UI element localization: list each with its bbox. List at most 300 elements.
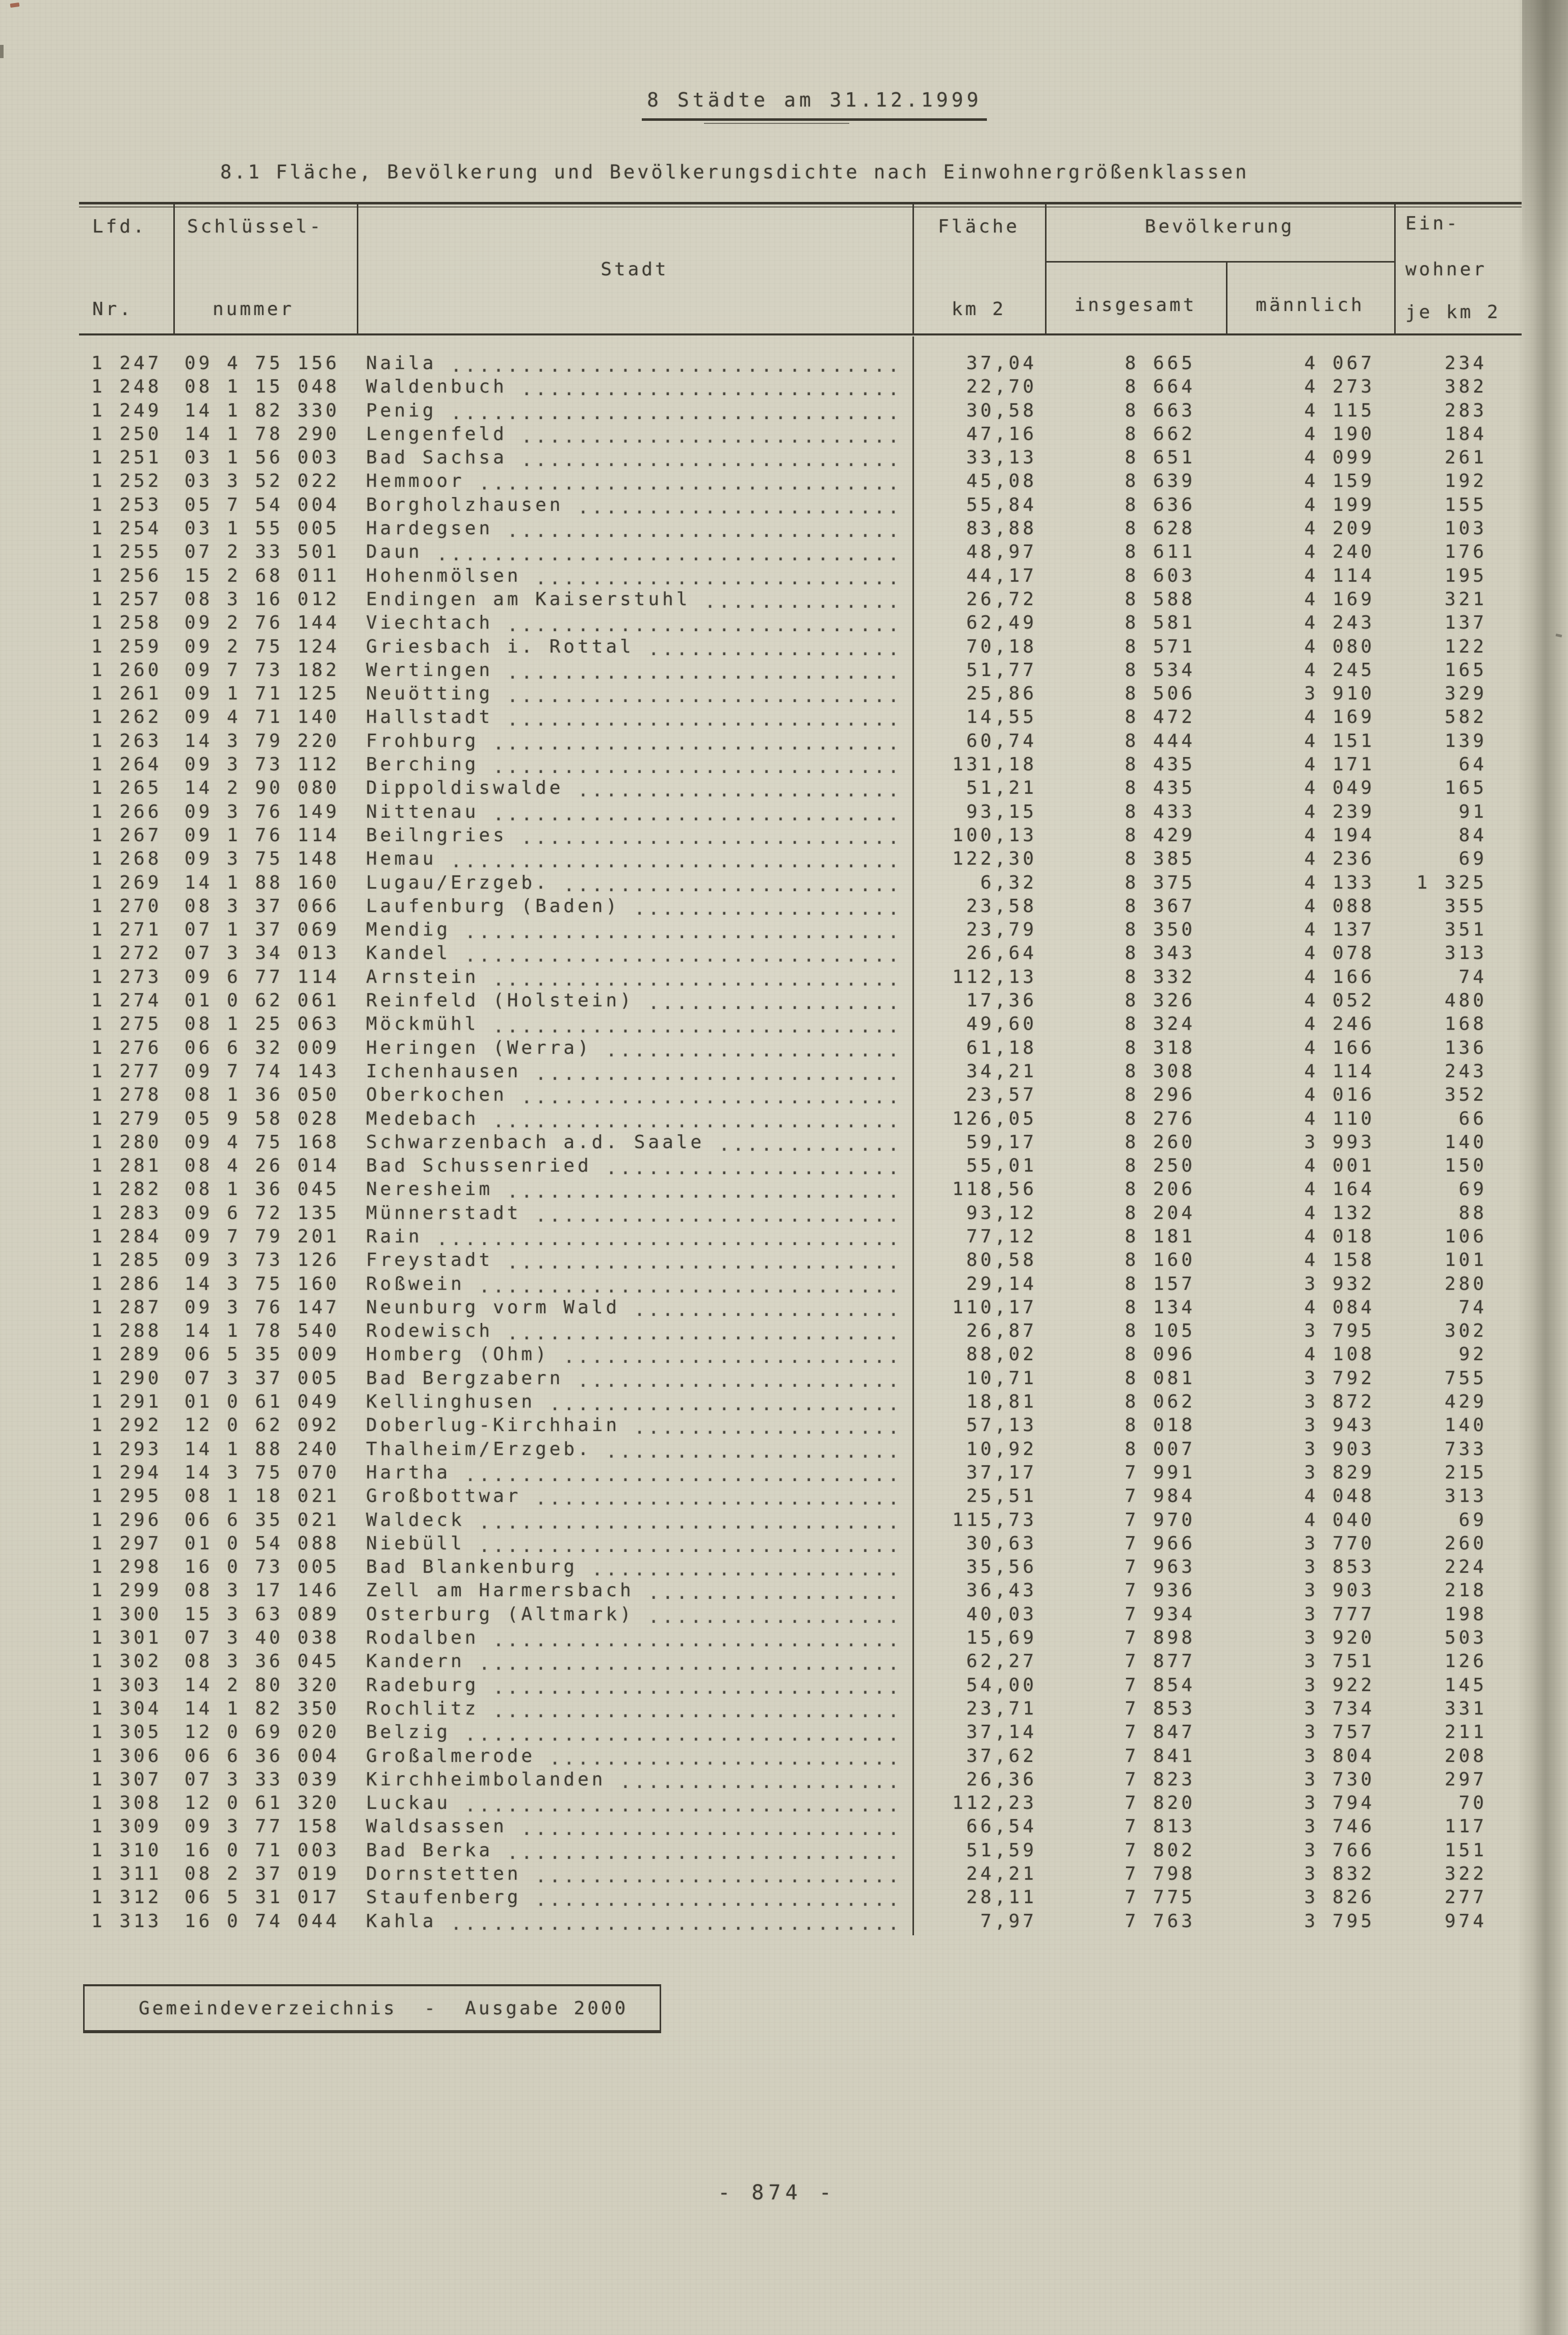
cell-schluesselnummer: 03 1 55 005 xyxy=(185,518,340,539)
cell-lfd-nr: 1 257 xyxy=(91,588,162,610)
cell-stadt xyxy=(357,564,912,588)
cell-lfd-nr: 1 300 xyxy=(91,1603,162,1625)
footer-box xyxy=(83,1984,661,2033)
cell-einwohner-je-km2: 74 xyxy=(1458,1296,1487,1318)
cell-flaeche-km2: 60,74 xyxy=(966,730,1037,751)
divider-lfd-schluessel xyxy=(173,204,175,335)
stadt-name: Nittenau xyxy=(366,801,479,822)
cell-bevoelkerung-insgesamt: 8 326 xyxy=(1125,990,1195,1011)
cell-flaeche-km2: 6,32 xyxy=(980,872,1037,893)
cell-schluesselnummer: 03 3 52 022 xyxy=(185,471,340,492)
cell-schluesselnummer: 09 1 76 114 xyxy=(185,824,340,846)
cell-schluesselnummer: 15 3 63 089 xyxy=(185,1603,340,1625)
cell-bevoelkerung-insgesamt: 8 588 xyxy=(1125,588,1195,610)
cell-lfd-nr: 1 305 xyxy=(91,1722,162,1743)
dot-leader: ........................... xyxy=(507,379,902,400)
dot-leader: ....................... xyxy=(563,780,902,801)
table-row xyxy=(79,895,1522,918)
cell-flaeche-km2: 70,18 xyxy=(966,636,1037,657)
cell-stadt xyxy=(357,1674,912,1697)
cell-bevoelkerung-maennlich: 3 943 xyxy=(1304,1415,1375,1436)
stadt-name: Bad Blankenburg xyxy=(366,1556,578,1578)
cell-flaeche-km2: 55,84 xyxy=(966,494,1037,515)
cell-flaeche-km2: 80,58 xyxy=(966,1250,1037,1271)
cell-bevoelkerung-maennlich: 4 166 xyxy=(1304,1037,1375,1058)
table-row xyxy=(79,1532,1522,1555)
table-top-rule-2 xyxy=(79,206,1522,207)
dot-leader: ......................... xyxy=(535,1394,902,1415)
cell-bevoelkerung-maennlich: 4 001 xyxy=(1304,1155,1375,1177)
table-header xyxy=(79,202,1522,336)
cell-lfd-nr: 1 304 xyxy=(91,1698,162,1719)
dot-leader: ............................ xyxy=(493,1323,902,1344)
cell-flaeche-km2: 77,12 xyxy=(966,1226,1037,1247)
cell-bevoelkerung-insgesamt: 8 181 xyxy=(1125,1226,1195,1247)
stadt-name: Dornstetten xyxy=(366,1863,521,1884)
cell-flaeche-km2: 23,79 xyxy=(966,919,1037,941)
scan-speck-left-edge xyxy=(0,45,4,58)
stadt-name: Rodewisch xyxy=(366,1320,493,1342)
dot-leader: ................................ xyxy=(436,355,902,376)
stadt-name: Naila xyxy=(366,353,437,374)
cell-schluesselnummer: 09 4 75 156 xyxy=(185,353,340,374)
dot-leader: .......................... xyxy=(521,1205,902,1226)
cell-lfd-nr: 1 274 xyxy=(91,990,162,1011)
stadt-name: Lengenfeld xyxy=(366,423,507,445)
table-row xyxy=(79,1603,1522,1626)
cell-lfd-nr: 1 258 xyxy=(91,612,162,634)
cell-stadt xyxy=(357,399,912,423)
header-schluessel: Schlüssel- xyxy=(187,216,323,237)
cell-schluesselnummer: 08 1 15 048 xyxy=(185,376,340,398)
table-row xyxy=(79,1060,1522,1083)
cell-stadt xyxy=(357,706,912,729)
cell-stadt xyxy=(357,659,912,682)
cell-flaeche-km2: 110,17 xyxy=(952,1296,1037,1318)
table-row xyxy=(79,1083,1522,1107)
header-maennlich: männlich xyxy=(1256,295,1365,316)
table-row xyxy=(79,517,1522,540)
cell-schluesselnummer: 08 1 36 050 xyxy=(185,1084,340,1106)
cell-bevoelkerung-insgesamt: 8 663 xyxy=(1125,400,1195,421)
stadt-name: Niebüll xyxy=(366,1533,465,1554)
table-row xyxy=(79,1390,1522,1414)
cell-bevoelkerung-maennlich: 4 067 xyxy=(1304,353,1375,374)
cell-stadt xyxy=(357,1721,912,1744)
stadt-name: Arnstein xyxy=(366,966,479,988)
cell-bevoelkerung-insgesamt: 7 966 xyxy=(1125,1533,1195,1554)
dot-leader: ................................ xyxy=(436,1913,902,1934)
cell-lfd-nr: 1 250 xyxy=(91,423,162,445)
cell-lfd-nr: 1 253 xyxy=(91,494,162,515)
cell-bevoelkerung-insgesamt: 8 018 xyxy=(1125,1415,1195,1436)
cell-bevoelkerung-maennlich: 4 243 xyxy=(1304,612,1375,634)
table-row xyxy=(79,1721,1522,1744)
dot-leader: ............................ xyxy=(493,709,902,731)
dot-leader: ..................... xyxy=(591,1158,902,1179)
cell-bevoelkerung-insgesamt: 8 665 xyxy=(1125,353,1195,374)
cell-stadt xyxy=(357,375,912,399)
cell-stadt xyxy=(357,1910,912,1933)
cell-einwohner-je-km2: 140 xyxy=(1444,1131,1487,1153)
table-row xyxy=(79,588,1522,611)
cell-bevoelkerung-insgesamt: 8 603 xyxy=(1125,565,1195,586)
cell-einwohner-je-km2: 480 xyxy=(1444,990,1487,1011)
cell-flaeche-km2: 57,13 xyxy=(966,1415,1037,1436)
cell-schluesselnummer: 09 3 77 158 xyxy=(185,1816,340,1837)
cell-bevoelkerung-maennlich: 4 048 xyxy=(1304,1486,1375,1507)
table-subtitle: 8.1 Fläche, Bevölkerung und Bevölkerungsdichte nach Einwohnergrößenklassen xyxy=(220,161,1249,183)
cell-bevoelkerung-maennlich: 4 273 xyxy=(1304,376,1375,398)
cell-bevoelkerung-insgesamt: 8 435 xyxy=(1125,777,1195,799)
stadt-name: Bad Berka xyxy=(366,1839,493,1861)
cell-bevoelkerung-insgesamt: 8 581 xyxy=(1125,612,1195,634)
stadt-name: Reinfeld (Holstein) xyxy=(366,990,634,1011)
header-bevoelkerung: Bevölkerung xyxy=(1144,216,1295,237)
cell-bevoelkerung-maennlich: 4 088 xyxy=(1304,895,1375,917)
cell-lfd-nr: 1 260 xyxy=(91,659,162,681)
cell-bevoelkerung-maennlich: 4 151 xyxy=(1304,730,1375,751)
cell-schluesselnummer: 09 4 71 140 xyxy=(185,707,340,728)
cell-flaeche-km2: 88,02 xyxy=(966,1344,1037,1365)
table-row xyxy=(79,1225,1522,1249)
cell-stadt xyxy=(357,1509,912,1532)
cell-bevoelkerung-maennlich: 4 209 xyxy=(1304,518,1375,539)
cell-bevoelkerung-maennlich: 4 239 xyxy=(1304,801,1375,822)
cell-bevoelkerung-insgesamt: 8 332 xyxy=(1125,966,1195,988)
table-row xyxy=(79,1249,1522,1272)
cell-bevoelkerung-insgesamt: 8 160 xyxy=(1125,1250,1195,1271)
header-flaeche: Fläche xyxy=(937,216,1020,237)
cell-lfd-nr: 1 269 xyxy=(91,872,162,893)
cell-einwohner-je-km2: 329 xyxy=(1444,683,1487,705)
cell-lfd-nr: 1 296 xyxy=(91,1509,162,1530)
table-row xyxy=(79,352,1522,375)
header-lfd: Lfd. xyxy=(92,216,147,237)
header-bottom-rule xyxy=(79,333,1522,335)
cell-stadt xyxy=(357,1343,912,1366)
table-row xyxy=(79,1650,1522,1673)
dot-leader: ............................... xyxy=(451,1795,902,1817)
cell-lfd-nr: 1 275 xyxy=(91,1014,162,1035)
cell-einwohner-je-km2: 168 xyxy=(1444,1014,1487,1035)
cell-schluesselnummer: 12 0 62 092 xyxy=(185,1415,340,1436)
dot-leader: ............................. xyxy=(479,1677,902,1698)
cell-lfd-nr: 1 288 xyxy=(91,1320,162,1342)
cell-schluesselnummer: 14 2 90 080 xyxy=(185,777,340,799)
cell-bevoelkerung-maennlich: 3 792 xyxy=(1304,1367,1375,1389)
stadt-name: Dippoldiswalde xyxy=(366,777,564,799)
cell-schluesselnummer: 06 5 35 009 xyxy=(185,1344,340,1365)
table-row xyxy=(79,399,1522,423)
cell-stadt xyxy=(357,611,912,635)
table-row xyxy=(79,847,1522,871)
cell-bevoelkerung-maennlich: 4 114 xyxy=(1304,565,1375,586)
cell-lfd-nr: 1 254 xyxy=(91,518,162,539)
stadt-name: Schwarzenbach a.d. Saale xyxy=(366,1131,705,1153)
cell-stadt xyxy=(357,1131,912,1154)
cell-stadt xyxy=(357,1060,912,1083)
cell-einwohner-je-km2: 155 xyxy=(1444,494,1487,515)
stadt-name: Medebach xyxy=(366,1108,479,1129)
stadt-name: Neresheim xyxy=(366,1179,493,1200)
stadt-name: Rodalben xyxy=(366,1627,479,1649)
stadt-name: Kirchheimbolanden xyxy=(366,1769,606,1790)
cell-stadt xyxy=(357,1768,912,1792)
cell-flaeche-km2: 62,27 xyxy=(966,1651,1037,1672)
cell-schluesselnummer: 09 3 75 148 xyxy=(185,848,340,870)
stadt-name: Hemau xyxy=(366,848,437,870)
cell-stadt xyxy=(357,1107,912,1131)
cell-lfd-nr: 1 295 xyxy=(91,1486,162,1507)
cell-schluesselnummer: 14 1 82 330 xyxy=(185,400,340,421)
cell-schluesselnummer: 06 6 36 004 xyxy=(185,1745,340,1767)
cell-stadt xyxy=(357,1013,912,1036)
cell-bevoelkerung-insgesamt: 7 936 xyxy=(1125,1580,1195,1601)
cell-bevoelkerung-maennlich: 4 108 xyxy=(1304,1344,1375,1365)
stadt-name: Mendig xyxy=(366,919,451,941)
table-row xyxy=(79,1343,1522,1366)
dot-leader: ............................ xyxy=(493,521,902,542)
cell-bevoelkerung-insgesamt: 7 853 xyxy=(1125,1698,1195,1719)
cell-lfd-nr: 1 297 xyxy=(91,1533,162,1554)
cell-schluesselnummer: 14 3 75 070 xyxy=(185,1462,340,1483)
cell-bevoelkerung-maennlich: 4 199 xyxy=(1304,494,1375,515)
stadt-name: Endingen am Kaiserstuhl xyxy=(366,588,691,610)
stadt-name: Waldsassen xyxy=(366,1816,507,1837)
cell-bevoelkerung-insgesamt: 7 970 xyxy=(1125,1509,1195,1530)
cell-einwohner-je-km2: 192 xyxy=(1444,471,1487,492)
table-row xyxy=(79,1273,1522,1296)
dot-leader: ....................... xyxy=(563,497,902,518)
cell-bevoelkerung-insgesamt: 8 506 xyxy=(1125,683,1195,705)
cell-lfd-nr: 1 294 xyxy=(91,1462,162,1483)
cell-bevoelkerung-maennlich: 3 920 xyxy=(1304,1627,1375,1649)
cell-bevoelkerung-insgesamt: 7 820 xyxy=(1125,1793,1195,1814)
statistics-table xyxy=(79,202,1522,1933)
cell-stadt xyxy=(357,423,912,446)
table-row xyxy=(79,1768,1522,1792)
cell-bevoelkerung-insgesamt: 7 934 xyxy=(1125,1603,1195,1625)
cell-schluesselnummer: 14 2 80 320 xyxy=(185,1674,340,1696)
cell-lfd-nr: 1 283 xyxy=(91,1202,162,1224)
cell-einwohner-je-km2: 91 xyxy=(1458,801,1487,822)
dot-leader: ...................... xyxy=(578,1559,902,1580)
cell-schluesselnummer: 09 3 76 147 xyxy=(185,1296,340,1318)
table-row xyxy=(79,375,1522,399)
stadt-name: Möckmühl xyxy=(366,1014,479,1035)
cell-flaeche-km2: 112,23 xyxy=(952,1793,1037,1814)
cell-flaeche-km2: 115,73 xyxy=(952,1509,1037,1530)
stadt-name: Hohenmölsen xyxy=(366,565,521,586)
cell-lfd-nr: 1 276 xyxy=(91,1037,162,1058)
cell-flaeche-km2: 112,13 xyxy=(952,966,1037,988)
cell-flaeche-km2: 122,30 xyxy=(952,848,1037,870)
cell-einwohner-je-km2: 429 xyxy=(1444,1391,1487,1413)
cell-schluesselnummer: 14 3 79 220 xyxy=(185,730,340,751)
cell-einwohner-je-km2: 582 xyxy=(1444,707,1487,728)
stadt-name: Rochlitz xyxy=(366,1698,479,1719)
cell-bevoelkerung-maennlich: 4 049 xyxy=(1304,777,1375,799)
cell-bevoelkerung-insgesamt: 7 813 xyxy=(1125,1816,1195,1837)
cell-flaeche-km2: 25,86 xyxy=(966,683,1037,705)
dot-leader: ............................. xyxy=(479,733,902,754)
cell-stadt xyxy=(357,1438,912,1461)
dot-leader: .......................... xyxy=(521,1063,902,1084)
cell-bevoelkerung-insgesamt: 7 763 xyxy=(1125,1910,1195,1932)
cell-lfd-nr: 1 281 xyxy=(91,1155,162,1177)
cell-flaeche-km2: 10,92 xyxy=(966,1438,1037,1460)
cell-stadt xyxy=(357,1296,912,1319)
table-row xyxy=(79,776,1522,800)
cell-lfd-nr: 1 284 xyxy=(91,1226,162,1247)
cell-bevoelkerung-maennlich: 4 246 xyxy=(1304,1014,1375,1035)
cell-bevoelkerung-maennlich: 3 777 xyxy=(1304,1603,1375,1625)
cell-bevoelkerung-insgesamt: 8 343 xyxy=(1125,943,1195,964)
dot-leader: ............................ xyxy=(493,686,902,707)
stadt-name: Doberlug-Kirchhain xyxy=(366,1415,620,1436)
stadt-name: Oberkochen xyxy=(366,1084,507,1106)
cell-lfd-nr: 1 302 xyxy=(91,1651,162,1672)
stadt-name: Kahla xyxy=(366,1910,437,1932)
cell-stadt xyxy=(357,635,912,659)
cell-einwohner-je-km2: 355 xyxy=(1444,895,1487,917)
cell-flaeche-km2: 34,21 xyxy=(966,1060,1037,1082)
cell-stadt xyxy=(357,989,912,1013)
cell-einwohner-je-km2: 283 xyxy=(1444,400,1487,421)
cell-einwohner-je-km2: 211 xyxy=(1444,1722,1487,1743)
scan-gutter-shadow xyxy=(1517,0,1568,2335)
cell-lfd-nr: 1 310 xyxy=(91,1839,162,1861)
dot-leader: .............................. xyxy=(464,1512,902,1533)
table-row xyxy=(79,423,1522,446)
cell-schluesselnummer: 14 1 88 240 xyxy=(185,1438,340,1460)
cell-stadt xyxy=(357,682,912,706)
cell-bevoelkerung-insgesamt: 8 096 xyxy=(1125,1344,1195,1365)
dot-leader: ........................... xyxy=(507,1819,902,1840)
cell-einwohner-je-km2: 313 xyxy=(1444,943,1487,964)
cell-stadt xyxy=(357,352,912,375)
table-row xyxy=(79,1414,1522,1437)
cell-einwohner-je-km2: 88 xyxy=(1458,1202,1487,1224)
stadt-name: Radeburg xyxy=(366,1674,479,1696)
cell-flaeche-km2: 118,56 xyxy=(952,1179,1037,1200)
cell-stadt xyxy=(357,1154,912,1178)
cell-einwohner-je-km2: 352 xyxy=(1444,1084,1487,1106)
cell-bevoelkerung-insgesamt: 7 854 xyxy=(1125,1674,1195,1696)
scan-speck-red xyxy=(10,3,20,8)
stadt-name: Waldeck xyxy=(366,1509,465,1530)
cell-lfd-nr: 1 263 xyxy=(91,730,162,751)
table-row xyxy=(79,1745,1522,1768)
cell-einwohner-je-km2: 74 xyxy=(1458,966,1487,988)
cell-flaeche-km2: 37,17 xyxy=(966,1462,1037,1483)
cell-stadt xyxy=(357,847,912,871)
cell-schluesselnummer: 15 2 68 011 xyxy=(185,565,340,586)
cell-lfd-nr: 1 277 xyxy=(91,1060,162,1082)
cell-bevoelkerung-maennlich: 4 080 xyxy=(1304,636,1375,657)
cell-flaeche-km2: 26,72 xyxy=(966,588,1037,610)
cell-stadt xyxy=(357,1036,912,1060)
cell-bevoelkerung-maennlich: 4 052 xyxy=(1304,990,1375,1011)
dot-leader: ......................... xyxy=(535,1748,902,1769)
table-row xyxy=(79,942,1522,965)
bevoelkerung-sub-rule xyxy=(1045,261,1394,263)
cell-lfd-nr: 1 279 xyxy=(91,1108,162,1129)
cell-stadt xyxy=(357,1178,912,1201)
dot-leader: .......................... xyxy=(521,567,902,589)
cell-schluesselnummer: 08 4 26 014 xyxy=(185,1155,340,1177)
cell-bevoelkerung-maennlich: 3 795 xyxy=(1304,1320,1375,1342)
table-row xyxy=(79,1509,1522,1532)
dot-leader: ................................ xyxy=(436,851,902,872)
cell-bevoelkerung-maennlich: 3 770 xyxy=(1304,1533,1375,1554)
cell-schluesselnummer: 07 1 37 069 xyxy=(185,919,340,941)
cell-einwohner-je-km2: 215 xyxy=(1444,1462,1487,1483)
cell-schluesselnummer: 01 0 62 061 xyxy=(185,990,340,1011)
cell-lfd-nr: 1 303 xyxy=(91,1674,162,1696)
stadt-name: Hartha xyxy=(366,1462,451,1483)
stadt-name: Viechtach xyxy=(366,612,493,634)
cell-einwohner-je-km2: 313 xyxy=(1444,1486,1487,1507)
cell-lfd-nr: 1 268 xyxy=(91,848,162,870)
table-top-rule xyxy=(79,202,1522,204)
stadt-name: Penig xyxy=(366,400,437,421)
cell-flaeche-km2: 23,57 xyxy=(966,1084,1037,1106)
cell-bevoelkerung-insgesamt: 8 435 xyxy=(1125,754,1195,775)
scan-gutter-shadow-top xyxy=(1522,0,1568,316)
cell-bevoelkerung-insgesamt: 7 841 xyxy=(1125,1745,1195,1767)
cell-bevoelkerung-maennlich: 3 903 xyxy=(1304,1580,1375,1601)
cell-einwohner-je-km2: 66 xyxy=(1458,1108,1487,1129)
cell-flaeche-km2: 54,00 xyxy=(966,1674,1037,1696)
cell-einwohner-je-km2: 151 xyxy=(1444,1839,1487,1861)
cell-stadt xyxy=(357,540,912,564)
cell-schluesselnummer: 06 6 35 021 xyxy=(185,1509,340,1530)
cell-schluesselnummer: 06 5 31 017 xyxy=(185,1887,340,1908)
cell-stadt xyxy=(357,517,912,540)
cell-flaeche-km2: 48,97 xyxy=(966,541,1037,563)
cell-stadt xyxy=(357,1225,912,1249)
dot-leader: .......................... xyxy=(521,1866,902,1887)
cell-einwohner-je-km2: 136 xyxy=(1444,1037,1487,1058)
dot-leader: ............................... xyxy=(451,1724,902,1746)
table-row xyxy=(79,1461,1522,1485)
cell-flaeche-km2: 37,62 xyxy=(966,1745,1037,1767)
stadt-name: Laufenburg (Baden) xyxy=(366,895,620,917)
cell-lfd-nr: 1 307 xyxy=(91,1769,162,1790)
cell-stadt xyxy=(357,730,912,753)
cell-schluesselnummer: 16 0 71 003 xyxy=(185,1839,340,1861)
cell-schluesselnummer: 14 3 75 160 xyxy=(185,1273,340,1294)
dot-leader: ............................. xyxy=(479,1016,902,1037)
cell-schluesselnummer: 09 3 73 126 xyxy=(185,1250,340,1271)
cell-einwohner-je-km2: 70 xyxy=(1458,1793,1487,1814)
dot-leader: .............................. xyxy=(464,1535,902,1556)
cell-bevoelkerung-insgesamt: 8 308 xyxy=(1125,1060,1195,1082)
cell-flaeche-km2: 49,60 xyxy=(966,1014,1037,1035)
dot-leader: .................. xyxy=(634,993,902,1014)
cell-lfd-nr: 1 292 xyxy=(91,1415,162,1436)
cell-einwohner-je-km2: 140 xyxy=(1444,1415,1487,1436)
cell-einwohner-je-km2: 122 xyxy=(1444,636,1487,657)
table-row xyxy=(79,446,1522,470)
dot-leader: ............................. xyxy=(479,803,902,825)
table-row xyxy=(79,918,1522,942)
stadt-name: Staufenberg xyxy=(366,1887,521,1908)
cell-einwohner-je-km2: 243 xyxy=(1444,1060,1487,1082)
stadt-name: Großalmerode xyxy=(366,1745,536,1767)
